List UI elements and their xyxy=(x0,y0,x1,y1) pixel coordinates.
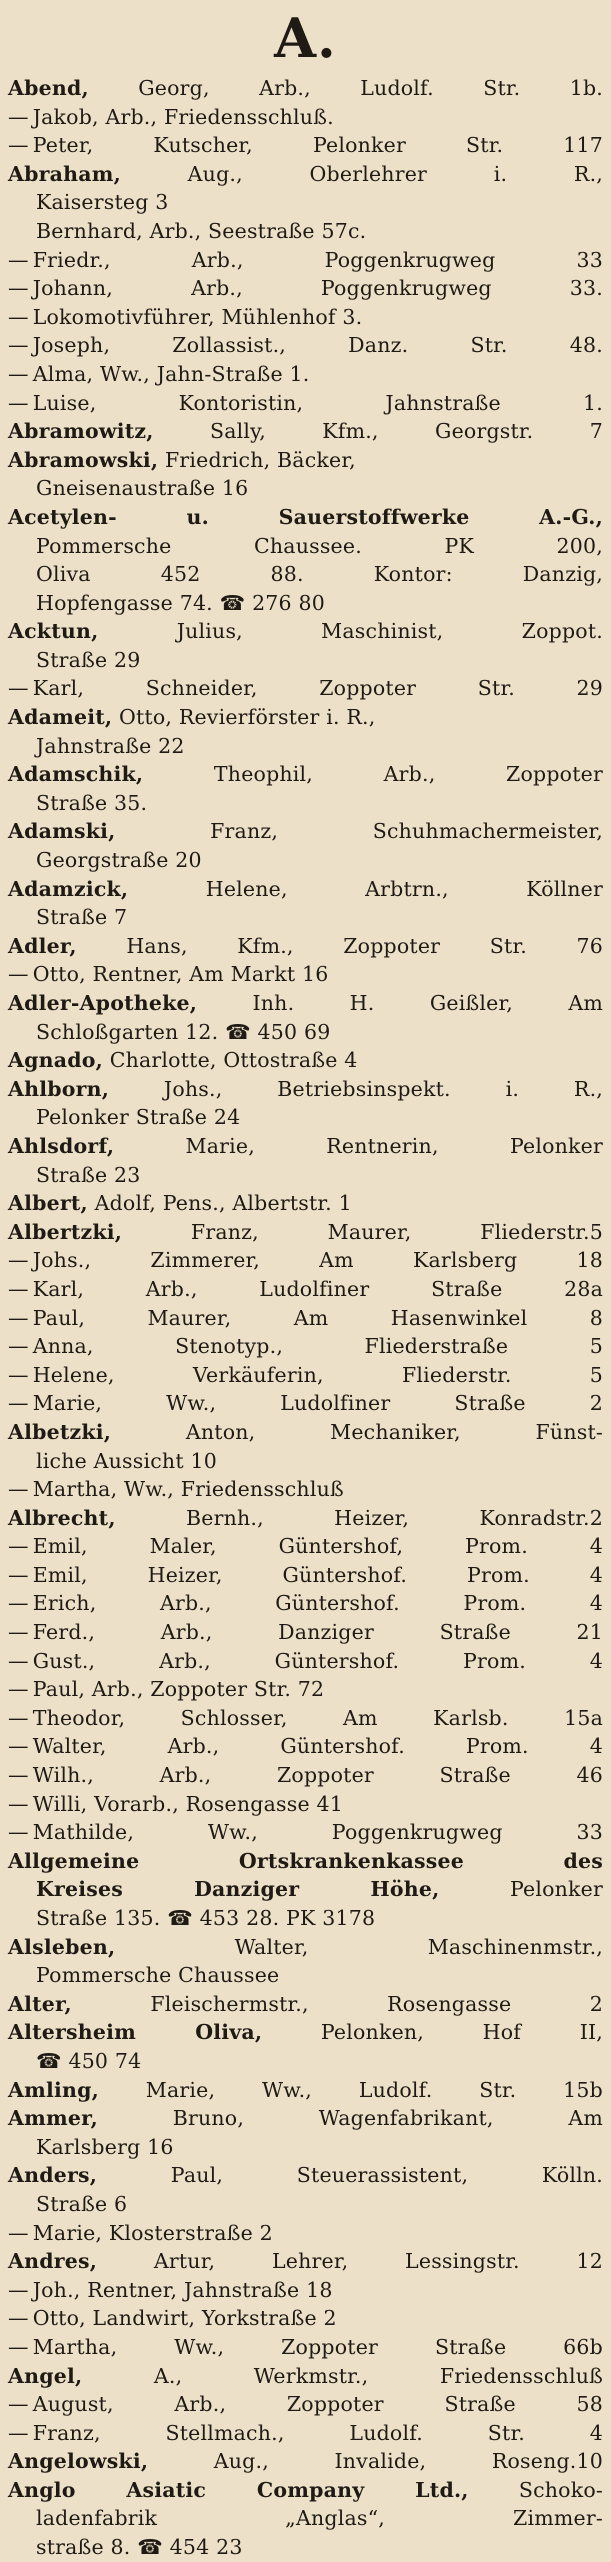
entry-text: Franz, Stellmach., Ludolf. Str. 4 xyxy=(32,2420,603,2445)
repeat-dash: — xyxy=(8,333,29,358)
entry-text: Johs., Betriebsinspekt. i. R., xyxy=(163,1076,604,1101)
directory-line xyxy=(8,1732,603,1761)
repeat-dash: — xyxy=(8,1620,29,1645)
directory-line xyxy=(8,2018,603,2047)
directory-line xyxy=(8,1904,603,1933)
entry-text: Jahnstraße 22 xyxy=(36,733,185,758)
entry-text: Johs., Zimmerer, Am Karlsberg 18 xyxy=(32,1248,603,1273)
entry-text: Bruno, Wagenfabrikant, Am xyxy=(172,2106,604,2131)
entry-text: Marie, Klosterstraße 2 xyxy=(32,2220,273,2245)
directory-line xyxy=(8,1675,603,1704)
directory-line xyxy=(8,1075,603,1104)
directory-line xyxy=(8,2476,603,2505)
entry-text: Walter, Maschinenmstr., xyxy=(234,1934,604,1959)
entry-name: Anglo Asiatic Company Ltd., xyxy=(8,2477,469,2502)
entry-text: Otto, Landwirt, Yorkstraße 2 xyxy=(32,2306,337,2331)
directory-line xyxy=(8,2047,603,2076)
directory-line xyxy=(8,1189,603,1218)
directory-line xyxy=(8,560,603,589)
repeat-dash: — xyxy=(8,1248,29,1273)
directory-line xyxy=(8,903,603,932)
directory-line xyxy=(8,503,603,532)
entry-text: Karl, Arb., Ludolfiner Straße 28a xyxy=(32,1276,603,1301)
directory-line xyxy=(8,703,603,732)
entry-name: Adler, xyxy=(8,933,77,958)
entry-name: Anders, xyxy=(8,2163,98,2188)
directory-line xyxy=(8,589,603,618)
entry-text: Wilh., Arb., Zoppoter Straße 46 xyxy=(32,1763,603,1788)
entry-name: Abraham, xyxy=(8,161,121,186)
directory-line xyxy=(8,1875,603,1904)
entry-text: Marie, Ww., Ludolf. Str. 15b xyxy=(145,2077,603,2102)
entry-name: Alter, xyxy=(8,1991,72,2016)
entry-text: Erich, Arb., Güntershof. Prom. 4 xyxy=(32,1591,603,1616)
entry-text: Straße 23 xyxy=(36,1162,141,1187)
repeat-dash: — xyxy=(8,1763,29,1788)
entry-name: Amling, xyxy=(8,2077,99,2102)
repeat-dash: — xyxy=(8,2306,29,2331)
entry-text: Anton, Mechaniker, Fünst- xyxy=(185,1419,604,1444)
directory-line xyxy=(8,674,603,703)
entry-text: Pelonker Straße 24 xyxy=(36,1105,241,1130)
entry-text: Bernhard, Arb., Seestraße 57c. xyxy=(36,218,367,243)
directory-line xyxy=(8,1761,603,1790)
entry-text: Gneisenaustraße 16 xyxy=(36,476,249,501)
directory-line xyxy=(8,1647,603,1676)
entry-text: Paul, Maurer, Am Hasenwinkel 8 xyxy=(32,1305,603,1330)
directory-line xyxy=(8,1389,603,1418)
directory-line xyxy=(8,1218,603,1247)
entry-text: Joh., Rentner, Jahnstraße 18 xyxy=(32,2277,333,2302)
directory-line xyxy=(8,331,603,360)
directory-line xyxy=(8,1704,603,1733)
entry-name: Adamzick, xyxy=(8,876,129,901)
entry-name: Albrecht, xyxy=(8,1505,116,1530)
repeat-dash: — xyxy=(8,133,29,158)
entry-name: Ahlborn, xyxy=(8,1076,110,1101)
entry-text: Charlotte, Ottostraße 4 xyxy=(109,1048,358,1073)
directory-line xyxy=(8,1475,603,1504)
directory-line xyxy=(8,2362,603,2391)
repeat-dash: — xyxy=(8,2220,29,2245)
entry-name: Acktun, xyxy=(8,619,99,644)
entry-text: Kaisersteg 3 xyxy=(36,190,169,215)
entry-text: Alma, Ww., Jahn-Straße 1. xyxy=(32,361,310,386)
repeat-dash: — xyxy=(8,276,29,301)
entry-text: Sally, Kfm., Georgstr. 7 xyxy=(209,419,604,444)
repeat-dash: — xyxy=(8,1305,29,1330)
directory-line xyxy=(8,1532,603,1561)
entry-text: Aug., Oberlehrer i. R., xyxy=(187,161,603,186)
entry-text: Friedr., Arb., Poggenkrugweg 33 xyxy=(32,247,603,272)
repeat-dash: — xyxy=(8,361,29,386)
entry-text: Franz, Schuhmachermeister, xyxy=(210,819,603,844)
entry-text: Fleischermstr., Rosengasse 2 xyxy=(150,1991,603,2016)
directory-line xyxy=(8,2504,603,2533)
directory-line xyxy=(8,1589,603,1618)
entry-text: Helene, Arbtrn., Köllner xyxy=(205,876,603,901)
directory-line xyxy=(8,932,603,961)
entry-text: Gust., Arb., Güntershof. Prom. 4 xyxy=(32,1648,603,1673)
directory-line xyxy=(8,1361,603,1390)
entry-text: Luise, Kontoristin, Jahnstraße 1. xyxy=(32,390,603,415)
entry-text: Lokomotivführer, Mühlenhof 3. xyxy=(32,304,363,329)
entry-name: Angel, xyxy=(8,2363,83,2388)
entry-text: Ferd., Arb., Danziger Straße 21 xyxy=(32,1620,603,1645)
entry-name: Angelowski, xyxy=(8,2449,149,2474)
entry-text: Otto, Revierförster i. R., xyxy=(118,705,376,730)
repeat-dash: — xyxy=(8,1534,29,1559)
directory-line xyxy=(8,789,603,818)
directory-line xyxy=(8,732,603,761)
repeat-dash: — xyxy=(8,390,29,415)
directory-line xyxy=(8,2076,603,2105)
entry-text: Georg, Arb., Ludolf. Str. 1b. xyxy=(138,76,603,100)
entry-name: Ammer, xyxy=(8,2106,98,2131)
entry-text: Peter, Kutscher, Pelonker Str. 117 xyxy=(32,133,603,158)
entry-text: Pelonker xyxy=(509,1877,604,1902)
repeat-dash: — xyxy=(8,1391,29,1416)
directory-line xyxy=(8,217,603,246)
entry-text: Georgstraße 20 xyxy=(36,848,202,873)
directory-line xyxy=(8,274,603,303)
entry-text: Theophil, Arb., Zoppoter xyxy=(213,762,603,787)
entry-text: Artur, Lehrer, Lessingstr. 12 xyxy=(153,2249,603,2274)
entry-name: Albetzki, xyxy=(8,1419,112,1444)
directory-line xyxy=(8,846,603,875)
directory-line xyxy=(8,417,603,446)
entry-text: ladenfabrik „Anglas“, Zimmer- xyxy=(36,2506,603,2531)
entry-name: Andres, xyxy=(8,2249,98,2274)
directory-line xyxy=(8,131,603,160)
directory-line xyxy=(8,1933,603,1962)
entry-name: Adler-Apotheke, xyxy=(8,991,198,1015)
directory-line xyxy=(8,1275,603,1304)
repeat-dash: — xyxy=(8,304,29,329)
directory-line xyxy=(8,989,603,1018)
directory-line xyxy=(8,1332,603,1361)
repeat-dash: — xyxy=(8,2392,29,2417)
entry-text: Johann, Arb., Poggenkrugweg 33. xyxy=(32,276,603,301)
directory-line xyxy=(8,474,603,503)
entry-text: Mathilde, Ww., Poggenkrugweg 33 xyxy=(32,1820,603,1845)
directory-line xyxy=(8,1561,603,1590)
repeat-dash: — xyxy=(8,1591,29,1616)
entry-name: Altersheim Oliva, xyxy=(8,2020,263,2045)
entry-text: Martha, Ww., Friedensschluß xyxy=(32,1477,344,1502)
entry-text: Pelonken, Hof II, xyxy=(320,2020,604,2045)
entry-name: Ahlsdorf, xyxy=(8,1133,115,1158)
entry-text: Emil, Heizer, Güntershof. Prom. 4 xyxy=(32,1562,603,1587)
directory-line xyxy=(8,1132,603,1161)
directory-line xyxy=(8,360,603,389)
entry-name: Alsleben, xyxy=(8,1934,116,1959)
entry-text: Hopfengasse 74. ☎ 276 80 xyxy=(36,590,325,615)
repeat-dash: — xyxy=(8,1362,29,1387)
repeat-dash: — xyxy=(8,1477,29,1502)
entry-name: Albert, xyxy=(8,1191,88,1216)
directory-entries xyxy=(8,74,603,2562)
directory-line xyxy=(8,2161,603,2190)
repeat-dash: — xyxy=(8,104,29,129)
directory-line xyxy=(8,1818,603,1847)
entry-text: Helene, Verkäuferin, Fliederstr. 5 xyxy=(32,1362,603,1387)
directory-line xyxy=(8,960,603,989)
entry-name: Abend, xyxy=(8,76,89,100)
entry-text: Karlsberg 16 xyxy=(36,2134,174,2159)
repeat-dash: — xyxy=(8,1648,29,1673)
section-heading: A. xyxy=(274,6,337,70)
entry-text: Jakob, Arb., Friedensschluß. xyxy=(32,104,334,129)
entry-text: Willi, Vorarb., Rosengasse 41 xyxy=(32,1791,343,1816)
directory-line xyxy=(8,2447,603,2476)
entry-text: Emil, Maler, Güntershof, Prom. 4 xyxy=(32,1534,603,1559)
directory-line xyxy=(8,1103,603,1132)
entry-text: Marie, Ww., Ludolfiner Straße 2 xyxy=(32,1391,603,1416)
entry-text: Bernh., Heizer, Konradstr.2 xyxy=(186,1505,604,1530)
entry-text: Pommersche Chaussee. PK 200, xyxy=(36,533,603,558)
directory-line xyxy=(8,1961,603,1990)
entry-text: August, Arb., Zoppoter Straße 58 xyxy=(32,2392,603,2417)
directory-line xyxy=(8,1990,603,2019)
repeat-dash: — xyxy=(8,676,29,701)
directory-line xyxy=(8,1304,603,1333)
entry-name: Adamski, xyxy=(8,819,116,844)
directory-line xyxy=(8,1618,603,1647)
repeat-dash: — xyxy=(8,2334,29,2359)
entry-name: Albertzki, xyxy=(8,1219,123,1244)
entry-text: Franz, Maurer, Fliederstr.5 xyxy=(190,1219,604,1244)
entry-name: Kreises Danziger Höhe, xyxy=(36,1877,440,1902)
directory-line xyxy=(8,446,603,475)
directory-line xyxy=(8,2247,603,2276)
entry-text: Paul, Steuerassistent, Kölln. xyxy=(170,2163,604,2188)
entry-text: Marie, Rentnerin, Pelonker xyxy=(185,1133,603,1158)
entry-text: Straße 29 xyxy=(36,647,141,672)
entry-text: Oliva 452 88. Kontor: Danzig, xyxy=(36,562,603,587)
entry-name: Abramowitz, xyxy=(8,419,154,444)
repeat-dash: — xyxy=(8,1276,29,1301)
entry-text: Inh. H. Geißler, Am xyxy=(252,991,603,1015)
directory-line xyxy=(8,1046,603,1075)
entry-text: Hans, Kfm., Zoppoter Str. 76 xyxy=(126,933,604,958)
directory-line xyxy=(8,246,603,275)
entry-text: Straße 35. xyxy=(36,790,148,815)
entry-text: liche Aussicht 10 xyxy=(36,1448,217,1473)
directory-line xyxy=(8,2133,603,2162)
directory-line xyxy=(8,160,603,189)
entry-text: Walter, Arb., Güntershof. Prom. 4 xyxy=(32,1734,603,1759)
entry-text: Paul, Arb., Zoppoter Str. 72 xyxy=(32,1677,325,1702)
repeat-dash: — xyxy=(8,1820,29,1845)
entry-text: straße 8. ☎ 454 23 xyxy=(36,2535,243,2560)
directory-line xyxy=(8,760,603,789)
directory-line xyxy=(8,617,603,646)
directory-line xyxy=(8,532,603,561)
entry-text: A., Werkmstr., Friedensschluß xyxy=(153,2363,604,2388)
repeat-dash: — xyxy=(8,962,29,987)
repeat-dash: — xyxy=(8,1705,29,1730)
directory-line xyxy=(8,817,603,846)
directory-line xyxy=(8,389,603,418)
repeat-dash: — xyxy=(8,1562,29,1587)
entry-text: Martha, Ww., Zoppoter Straße 66b xyxy=(32,2334,603,2359)
repeat-dash: — xyxy=(8,2420,29,2445)
directory-line xyxy=(8,646,603,675)
directory-line xyxy=(8,2219,603,2248)
entry-text: Friedrich, Bäcker, xyxy=(164,447,356,472)
directory-line xyxy=(8,2390,603,2419)
directory-line xyxy=(8,1847,603,1876)
directory-line xyxy=(8,303,603,332)
directory-line xyxy=(8,2419,603,2448)
directory-line xyxy=(8,2304,603,2333)
entry-text: Aug., Invalide, Roseng.10 xyxy=(213,2449,603,2474)
directory-line xyxy=(8,1418,603,1447)
entry-text: Otto, Rentner, Am Markt 16 xyxy=(32,962,329,987)
directory-line xyxy=(8,875,603,904)
entry-text: Joseph, Zollassist., Danz. Str. 48. xyxy=(32,333,603,358)
entry-text: Theodor, Schlosser, Am Karlsb. 15a xyxy=(32,1705,603,1730)
directory-line xyxy=(8,188,603,217)
entry-text: Pommersche Chaussee xyxy=(36,1963,280,1988)
entry-text: Schoko- xyxy=(518,2477,604,2502)
repeat-dash: — xyxy=(8,1677,29,1702)
entry-text: Straße 7 xyxy=(36,905,128,930)
repeat-dash: — xyxy=(8,1334,29,1359)
entry-text: Straße 6 xyxy=(36,2191,128,2216)
directory-line xyxy=(8,1504,603,1533)
directory-line xyxy=(8,1447,603,1476)
directory-line xyxy=(8,103,603,132)
directory-line xyxy=(8,2190,603,2219)
entry-text: Adolf, Pens., Albertstr. 1 xyxy=(94,1191,352,1216)
directory-line xyxy=(8,1246,603,1275)
directory-line xyxy=(8,2333,603,2362)
entry-name: Allgemeine Ortskrankenkassee des xyxy=(8,1848,603,1873)
directory-line xyxy=(8,2276,603,2305)
repeat-dash: — xyxy=(8,1791,29,1816)
directory-line xyxy=(8,2104,603,2133)
entry-text: Julius, Maschinist, Zoppot. xyxy=(176,619,603,644)
entry-text: Anna, Stenotyp., Fliederstraße 5 xyxy=(32,1334,603,1359)
entry-name: Adameit, xyxy=(8,705,113,730)
entry-text: Schloßgarten 12. ☎ 450 69 xyxy=(36,1019,331,1044)
directory-line xyxy=(8,74,603,103)
entry-text: ☎ 450 74 xyxy=(36,2048,142,2073)
entry-text: Karl, Schneider, Zoppoter Str. 29 xyxy=(32,676,603,701)
entry-name: Agnado, xyxy=(8,1048,103,1073)
entry-text: Straße 135. ☎ 453 28. PK 3178 xyxy=(36,1906,376,1930)
repeat-dash: — xyxy=(8,1734,29,1759)
directory-line xyxy=(8,1161,603,1190)
entry-name: Abramowski, xyxy=(8,447,159,472)
entry-name: Adamschik, xyxy=(8,762,144,787)
directory-line xyxy=(8,2533,603,2562)
directory-line xyxy=(8,1018,603,1047)
entry-name: Acetylen- u. Sauerstoffwerke A.-G., xyxy=(8,504,603,529)
repeat-dash: — xyxy=(8,2277,29,2302)
directory-line xyxy=(8,1790,603,1819)
repeat-dash: — xyxy=(8,247,29,272)
